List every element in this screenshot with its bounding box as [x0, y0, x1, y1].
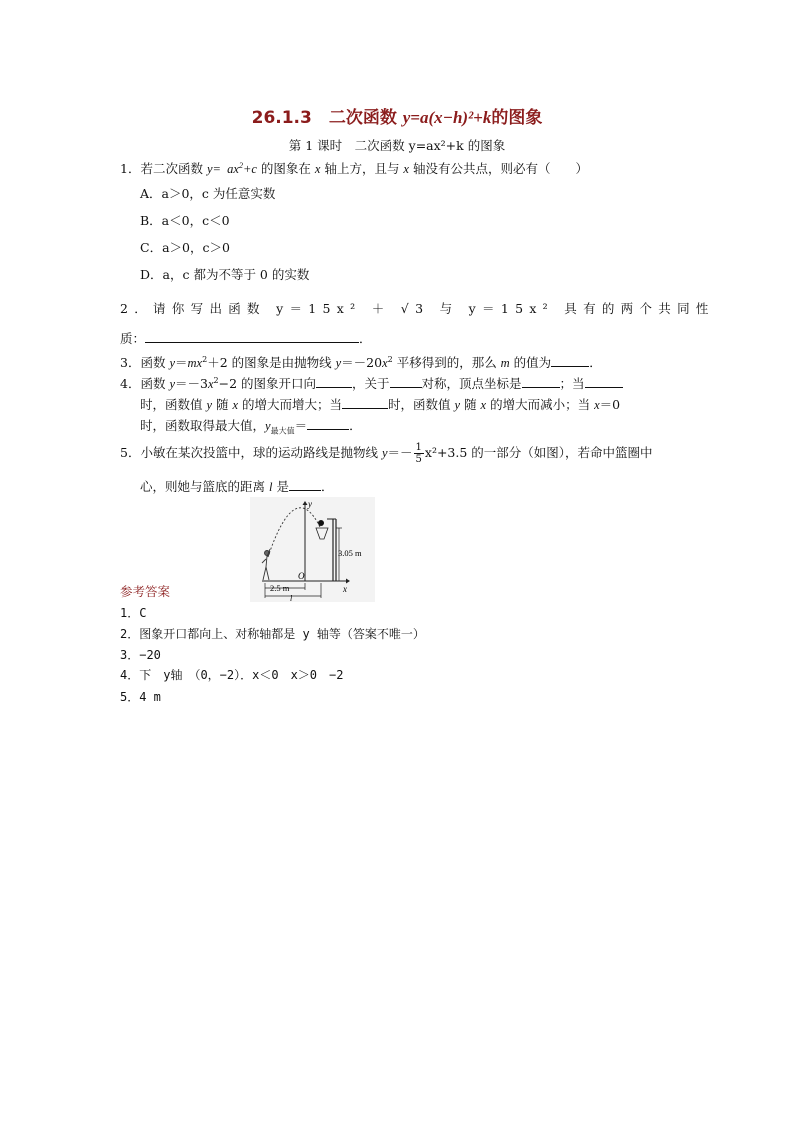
question-5-line1: 5．小敏在某次投篮中，球的运动路线是抛物线 y＝－ $\frac{1}{5}$ x²+3.5 的一部分（如图），若命中篮圈中 — [120, 442, 653, 465]
answer-3: 3．−20 — [120, 648, 161, 662]
height-label: 3.05 m — [338, 548, 362, 558]
q1-option-a: A．a＞0，c 为任意实数 — [140, 186, 276, 201]
basketball-figure — [250, 497, 375, 602]
distance-l-label: l — [290, 594, 293, 602]
q2-answer-blank[interactable] — [145, 330, 359, 343]
fraction-one-fifth: $\frac{1}{5}$ — [415, 442, 422, 465]
q3-answer-blank[interactable] — [551, 354, 589, 367]
q4-blank-vertex[interactable] — [522, 375, 560, 388]
basketball — [318, 520, 324, 526]
q4-blank-direction[interactable] — [316, 375, 352, 388]
q1-option-b: B．a＜0，c＜0 — [140, 213, 230, 228]
y-axis-label: y — [308, 499, 312, 509]
answer-5: 5．4 m — [120, 690, 161, 704]
question-4-line1: 4．函数 $y=-3x^2-2$ 的图象开口向 ，关于 对称，顶点坐标是 ；当 — [120, 375, 623, 392]
q4-blank-axis[interactable] — [390, 375, 422, 388]
x-axis-label: x — [343, 584, 347, 594]
distance-2-5-label: 2.5 m — [270, 583, 290, 593]
q1-formula: $y= ax^2+c$ — [206, 160, 257, 176]
question-2-line2: 质： ． — [120, 331, 372, 346]
page-title: 26.1.3 二次函数 y=a(x−h)²+k的图象 — [251, 108, 543, 128]
answers-heading: 参考答案 — [120, 584, 171, 599]
question-4-line2: 时，函数值 y 随 x 的增大而增大；当 时，函数值 y 随 x 的增大而减小；当 x＝0 — [140, 397, 621, 412]
q4-blank-max[interactable] — [307, 417, 349, 430]
answer-1: 1．C — [120, 606, 147, 620]
question-2-line1: 2．请你写出函数 y＝15x² ＋ √3 与 y＝15x² 具有的两个共同性 — [120, 301, 715, 316]
question-5-line2: 心，则她与篮底的距离 l 是 ． — [140, 479, 334, 494]
q1-option-d: D．a，c 都为不等于 0 的实数 — [140, 267, 310, 282]
lesson-subtitle: 第 1 课时 二次函数 y=ax²+k 的图象 — [288, 138, 506, 153]
answer-4: 4．下 y轴 （0，−2）．x＜0 x＞0 −2 — [120, 668, 344, 682]
question-1-stem: 1．若二次函数 $y= ax^2+c$ 的图象在 x 轴上方，且与 x 轴没有公共点，则必有（ ） — [120, 160, 588, 176]
q5-answer-blank[interactable] — [289, 478, 321, 491]
question-4-line3: 时，函数取得最大值，$y_{最大值}=$ ． — [140, 418, 362, 436]
q4-blank-decrease[interactable] — [342, 396, 388, 409]
q4-blank-increase[interactable] — [585, 375, 623, 388]
origin-label: O — [298, 571, 305, 581]
answer-2: 2．图象开口都向上、对称轴都是 y 轴等（答案不唯一） — [120, 627, 425, 641]
question-3: 3．函数 $y=mx^2+2$ 的图象是由抛物线 $y=-20x^2$ 平移得到的，那么 m 的值为 ． — [120, 354, 602, 370]
q1-option-c: C．a＞0，c＞0 — [140, 240, 230, 255]
